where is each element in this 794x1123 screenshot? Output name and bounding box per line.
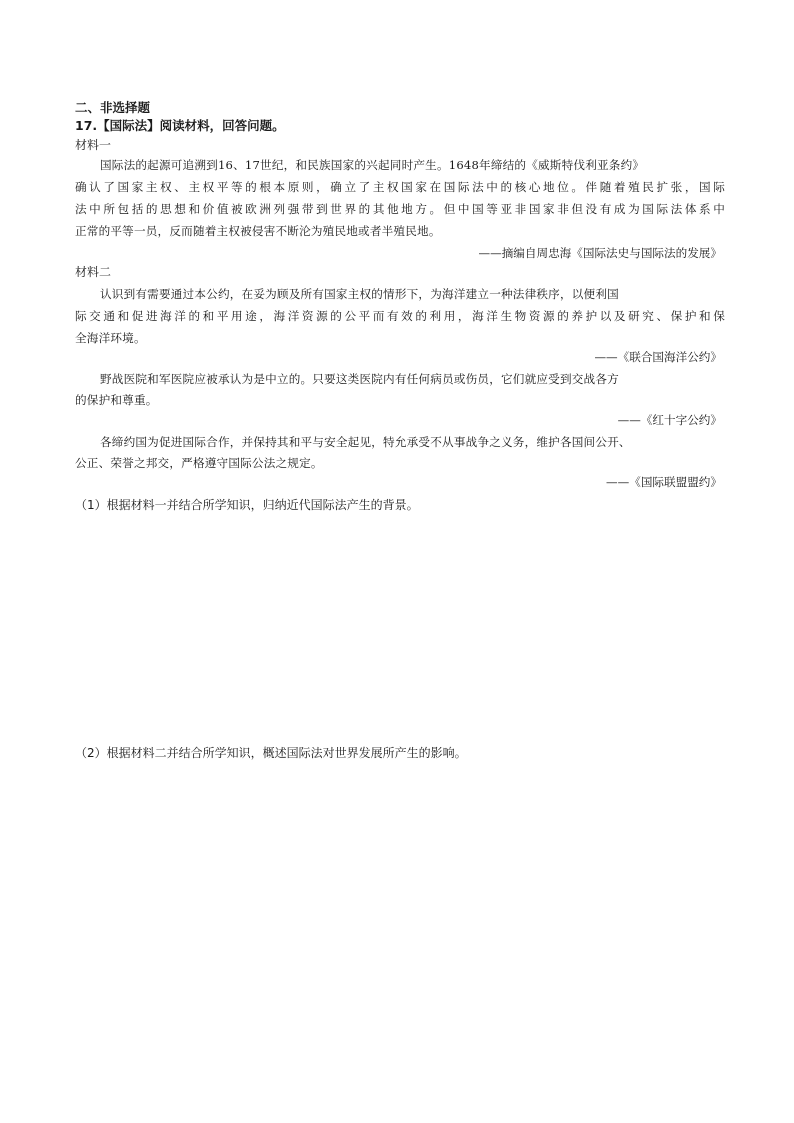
material2-para3-line: 各缔约国为促进国际合作，并保持其和平与安全起见，特允承受不从事战争之义务，维护各国间公开、: [100, 435, 631, 449]
section-title: 二、非选择题: [75, 100, 151, 115]
material1-line: 法中所包括的思想和价值被欧洲列强带到世界的其他地方。但中国等亚非国家非但没有成为国际法体系中: [75, 202, 725, 216]
material1-line: 国际法的起源可追溯到16、17世纪，和民族国家的兴起同时产生。1648年缔结的《威斯特伐利亚条约》: [100, 158, 645, 172]
question-1: （1）根据材料一并结合所学知识，归纳近代国际法产生的背景。: [75, 498, 419, 512]
material1-label: 材料一: [75, 138, 112, 152]
material2-source2: ——《红十字公约》: [617, 413, 722, 427]
material2-para3-line: 公正、荣誉之邦交，严格遵守国际公法之规定。: [75, 456, 323, 470]
material2-para1-line: 认识到有需要通过本公约，在妥为顾及所有国家主权的情形下，为海洋建立一种法律秩序，以便利国: [100, 287, 619, 301]
material2-source3: ——《国际联盟盟约》: [606, 475, 722, 489]
material1-line: 确认了国家主权、主权平等的根本原则，确立了主权国家在国际法中的核心地位。伴随着殖民扩张，国际: [75, 180, 725, 194]
material1-source: ——摘编自周忠海《国际法史与国际法的发展》: [478, 246, 722, 260]
material2-para1-line: 际交通和促进海洋的和平用途，海洋资源的公平而有效的利用，海洋生物资源的养护以及研究、保护和保: [75, 309, 725, 323]
question-2: （2）根据材料二并结合所学知识，概述国际法对世界发展所产生的影响。: [75, 746, 467, 760]
material2-para2-line: 的保护和尊重。: [75, 393, 158, 407]
material1-line: 正常的平等一员，反而随着主权被侵害不断沦为殖民地或者半殖民地。: [75, 224, 441, 238]
material2-source1: ——《联合国海洋公约》: [594, 350, 722, 364]
material2-para1-line: 全海洋环境。: [75, 331, 146, 345]
material2-label: 材料二: [75, 265, 112, 279]
material2-para2-line: 野战医院和军医院应被承认为是中立的。只要这类医院内有任何病员或伤员，它们就应受到交战各方: [100, 372, 619, 386]
question-header: 17.【国际法】阅读材料，回答问题。: [75, 118, 285, 133]
